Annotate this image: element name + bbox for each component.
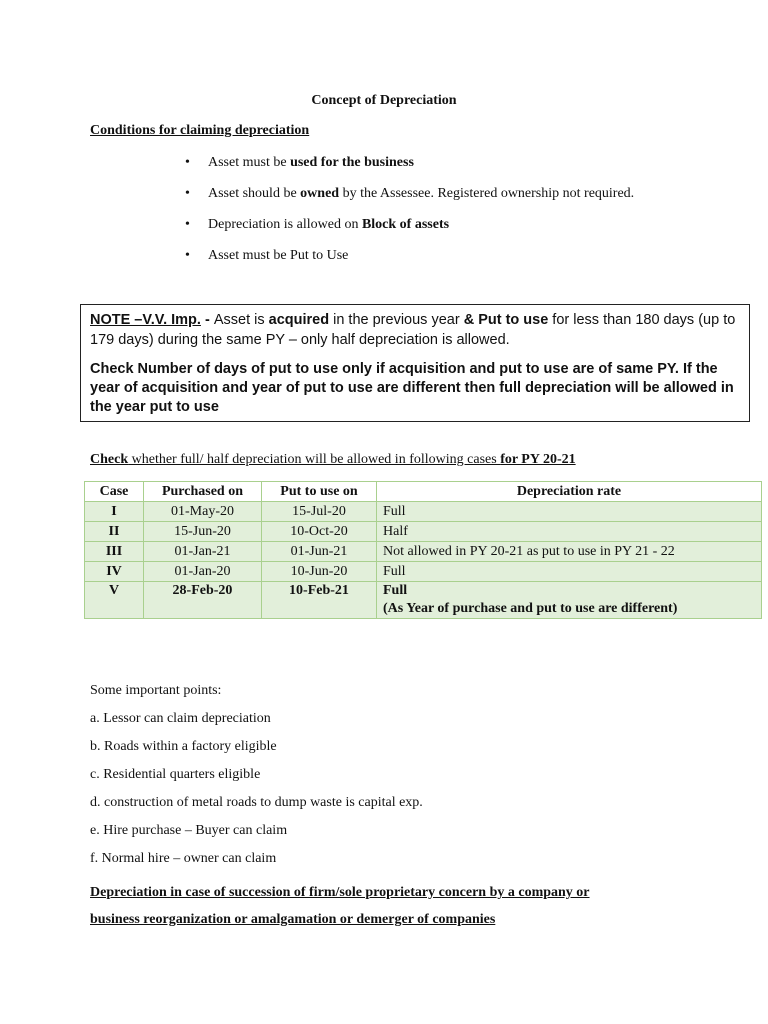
condition-item: • Asset must be Put to Use	[185, 247, 634, 278]
condition-item: • Asset should be owned by the Assessee. Registered ownership not required.	[185, 185, 634, 216]
note-label: NOTE –V.V. Imp.	[90, 312, 201, 328]
check-instruction: Check whether full/ half depreciation will be allowed in following cases for PY 20-21	[90, 452, 576, 467]
table-row: I 01-May-20 15-Jul-20 Full	[85, 502, 762, 522]
succession-heading: Depreciation in case of succession of firm/sole proprietary concern by a company or business reorganization or amalgamation or demerger of companies	[90, 885, 590, 927]
list-item: d. construction of metal roads to dump waste is capital exp.	[90, 795, 423, 810]
conditions-list	[185, 154, 634, 278]
list-item: e. Hire purchase – Buyer can claim	[90, 823, 288, 838]
col-header: Depreciation rate	[377, 482, 762, 502]
page-title: Concept of Depreciation	[311, 93, 457, 108]
list-item: b. Roads within a factory eligible	[90, 739, 277, 754]
conditions-heading: Conditions for claiming depreciation	[90, 123, 310, 138]
list-item: c. Residential quarters eligible	[90, 767, 261, 782]
condition-item: • Depreciation is allowed on Block of assets	[185, 216, 634, 247]
table-row: III 01-Jan-21 01-Jun-21 Not allowed in PY 20-21 as put to use in PY 21 - 22	[85, 542, 762, 562]
table-header-row	[85, 482, 762, 502]
list-item: f. Normal hire – owner can claim	[90, 851, 277, 866]
cases-table	[84, 481, 762, 619]
note-paragraph: NOTE –V.V. Imp. - Asset is acquired in the previous year & Put to use for less than 180 days (up to 179 days) during the same PY – only half depreciation is allowed.	[90, 312, 736, 348]
important-points	[90, 682, 423, 878]
table-row: II 15-Jun-20 10-Oct-20 Half	[85, 522, 762, 542]
table-row: V 28-Feb-20 10-Feb-21 Full (As Year of purchase and put to use are different)	[85, 582, 762, 619]
col-header: Purchased on	[144, 482, 262, 502]
list-item: a. Lessor can claim depreciation	[90, 711, 271, 726]
note-box	[80, 304, 750, 422]
col-header: Put to use on	[262, 482, 377, 502]
note-emphasis: Check Number of days of put to use only if acquisition and put to use are of same PY. If the year of acquisition and year of put to use are different then full depreciation will be allowed in the year put to use	[90, 361, 734, 415]
table-row: IV 01-Jan-20 10-Jun-20 Full	[85, 562, 762, 582]
points-heading: Some important points:	[90, 683, 222, 698]
condition-item: • Asset must be used for the business	[185, 154, 634, 185]
col-header: Case	[85, 482, 144, 502]
